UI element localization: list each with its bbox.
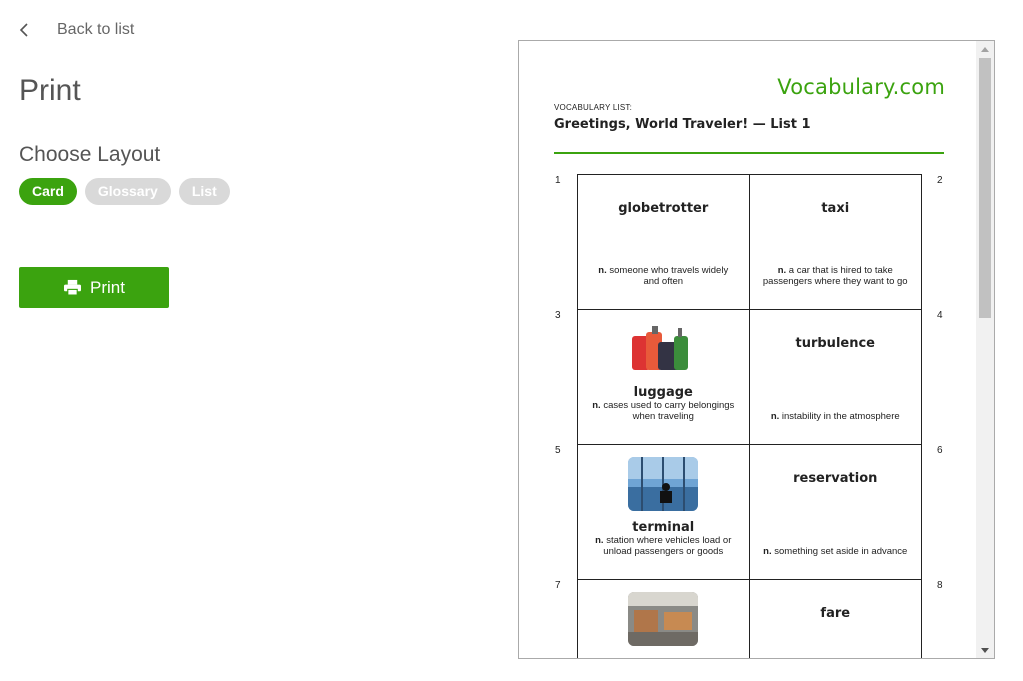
printer-icon [63, 279, 82, 296]
scrollbar-thumb[interactable] [979, 58, 991, 318]
word-card [750, 580, 923, 659]
card-word: reservation [793, 471, 878, 486]
card-definition: n. instability in the atmosphere [770, 411, 900, 422]
card-number: 6 [937, 445, 943, 456]
chevron-left-icon [18, 22, 30, 38]
preview-scrollbar[interactable] [976, 41, 994, 658]
card-image [628, 592, 698, 646]
card-number: 4 [937, 310, 943, 321]
card-number: 7 [555, 580, 561, 591]
word-card [578, 445, 750, 580]
back-to-list-label: Back to list [57, 21, 135, 38]
card-number: 3 [555, 310, 561, 321]
card-number: 5 [555, 445, 561, 456]
card-definition: n. a car that is hired to take passengers where they want to go [762, 265, 908, 287]
title-divider [554, 152, 944, 154]
terminal-image [628, 457, 698, 511]
word-card [750, 310, 923, 445]
word-card [750, 175, 923, 310]
card-definition: n. someone who travels widely and often [598, 265, 729, 287]
layout-card-button[interactable]: Card [19, 178, 77, 205]
page-title: Print [19, 74, 81, 107]
card-word: fare [820, 606, 851, 621]
word-card-grid [577, 174, 922, 659]
card-number: 8 [937, 580, 943, 591]
card-word: turbulence [795, 336, 875, 351]
print-preview[interactable] [518, 40, 995, 659]
card-word: globetrotter [618, 201, 709, 216]
layout-glossary-button[interactable]: Glossary [85, 178, 171, 205]
card-number: 1 [555, 175, 561, 186]
preview-page [519, 41, 977, 659]
print-button[interactable] [19, 267, 169, 308]
back-to-list-link[interactable] [18, 18, 134, 42]
scroll-up-arrow-icon[interactable] [976, 41, 994, 57]
choose-layout-heading: Choose Layout [19, 143, 161, 166]
card-word: taxi [821, 201, 850, 216]
word-card [578, 310, 750, 445]
card-word: terminal [632, 520, 695, 535]
card-definition: n. something set aside in advance [763, 546, 908, 557]
word-card [578, 175, 750, 310]
card-word: luggage [633, 385, 693, 400]
word-card [578, 580, 750, 659]
vocabulary-logo: Vocabulary.com [777, 75, 945, 99]
vocabulary-list-label: VOCABULARY LIST: [554, 103, 633, 112]
card-definition: n. station where vehicles load or unload passengers or goods [595, 535, 732, 557]
layout-options [19, 178, 230, 205]
scroll-down-arrow-icon[interactable] [976, 642, 994, 658]
vocabulary-list-title: Greetings, World Traveler! — List 1 [554, 117, 811, 132]
word-card [750, 445, 923, 580]
print-button-label: Print [90, 277, 125, 297]
luggage-image [628, 322, 698, 376]
card-number: 2 [937, 175, 943, 186]
layout-list-button[interactable]: List [179, 178, 230, 205]
card-definition: n. cases used to carry belongings when traveling [592, 400, 735, 422]
